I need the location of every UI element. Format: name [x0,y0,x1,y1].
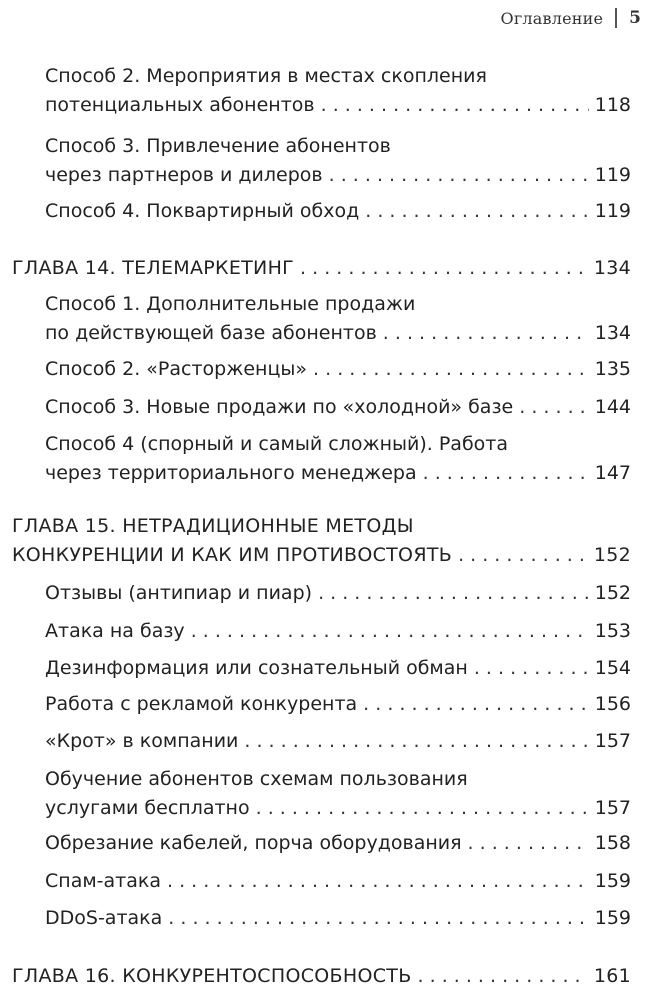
dot-leader [329,161,589,190]
toc-entry-page: 153 [594,620,631,642]
page-number: 5 [629,8,641,28]
running-header [501,8,641,28]
toc-entry-title: DDoS-атака [45,907,163,929]
dot-leader [468,829,589,858]
toc-entry [12,197,631,226]
toc-entry-title-line1: Способ 2. Мероприятия в местах скопления [45,65,487,87]
header-title: Оглавление [500,8,604,28]
toc-entry [12,132,631,190]
toc-entry [12,765,631,823]
toc-entry-title: Отзывы (антипиар и пиар) [45,582,313,604]
toc-entry-title: Способ 3. Новые продажи по «холодной» базе [45,396,514,418]
header-divider [615,8,617,28]
toc-entry-page: 157 [594,797,631,819]
toc-entry [12,829,631,858]
toc-chapter [12,254,631,283]
toc-entry-title: Атака на базу [45,620,185,642]
toc-chapter [12,962,631,991]
toc-entry-title-line1: Способ 1. Дополнительные продажи [45,293,416,315]
dot-leader [318,579,589,608]
toc-entry [12,430,631,488]
toc-entry [12,654,631,683]
toc-entry-page: 154 [594,657,631,679]
toc-entry-page: 152 [593,544,631,566]
dot-leader [423,459,589,488]
dot-leader [167,867,589,896]
dot-leader [365,197,589,226]
toc-entry-title-line2: услугами бесплатно [45,797,250,819]
dot-leader [458,541,588,570]
toc-entry [12,904,631,933]
dot-leader [313,355,589,384]
dot-leader [168,904,588,933]
toc-chapter-title-line1: ГЛАВА 15. НЕТРАДИЦИОННЫЕ МЕТОДЫ [12,515,414,537]
toc-entry [12,355,631,384]
toc-chapter-title: ГЛАВА 14. ТЕЛЕМАРКЕТИНГ [12,257,295,279]
toc-entry-page: 135 [594,358,631,380]
toc-chapter-title-line2: КОНКУРЕНЦИИ И КАК ИМ ПРОТИВОСТОЯТЬ [12,544,453,566]
dot-leader [321,91,589,120]
dot-leader [383,319,589,348]
toc-entry-title-line1: Способ 3. Привлечение абонентов [45,135,391,157]
toc-entry-page: 156 [594,693,631,715]
toc-entry-page: 144 [594,396,631,418]
toc-entry-title: Дезинформация или сознательный обман [45,657,468,679]
toc-entry-title: Работа с рекламой конкурента [45,693,358,715]
toc-entry-title-line2: по действующей базе абонентов [45,322,377,344]
toc-entry-page: 134 [593,257,631,279]
toc-entry [12,617,631,646]
dot-leader [244,727,588,756]
toc-entry-page: 119 [594,164,631,186]
toc-entry-title-line1: Обучение абонентов схемам пользования [45,768,468,790]
toc-entry-page: 157 [594,730,631,752]
toc-entry [12,62,631,120]
toc-entry [12,290,631,348]
toc-entry [12,727,631,756]
toc-entry-page: 159 [594,907,631,929]
toc-entry-page: 159 [594,870,631,892]
toc-entry [12,393,631,422]
dot-leader [418,962,588,991]
dot-leader [191,617,589,646]
toc-entry-page: 119 [594,200,631,222]
dot-leader [300,254,588,283]
toc-entry-title: Способ 2. «Расторженцы» [45,358,308,380]
toc-entry-title-line2: потенциальных абонентов [45,94,315,116]
toc-entry [12,867,631,896]
toc-entry-title-line2: через территориального менеджера [45,462,417,484]
toc-entry-page: 158 [594,832,631,854]
toc-entry-page: 134 [594,322,631,344]
toc-entry-title: Спам-атака [45,870,161,892]
toc-entry [12,690,631,719]
dot-leader [256,794,589,823]
toc-entry [12,579,631,608]
toc-entry-page: 118 [594,94,631,116]
dot-leader [474,654,589,683]
toc-entry-title: Способ 4. Поквартирный обход [45,200,360,222]
toc-chapter-title: ГЛАВА 16. КОНКУРЕНТОСПОСОБНОСТЬ [12,965,412,987]
toc-entry-title: «Крот» в компании [45,730,239,752]
toc-entry-title-line2: через партнеров и дилеров [45,164,323,186]
dot-leader [519,393,588,422]
toc-entry-page: 152 [594,582,631,604]
toc-entry-page: 147 [594,462,631,484]
toc-entry-title-line1: Способ 4 (спорный и самый сложный). Работа [45,433,508,455]
toc-chapter [12,512,631,570]
dot-leader [363,690,589,719]
toc-entry-page: 161 [593,965,631,987]
toc-entry-title: Обрезание кабелей, порча оборудования [45,832,462,854]
